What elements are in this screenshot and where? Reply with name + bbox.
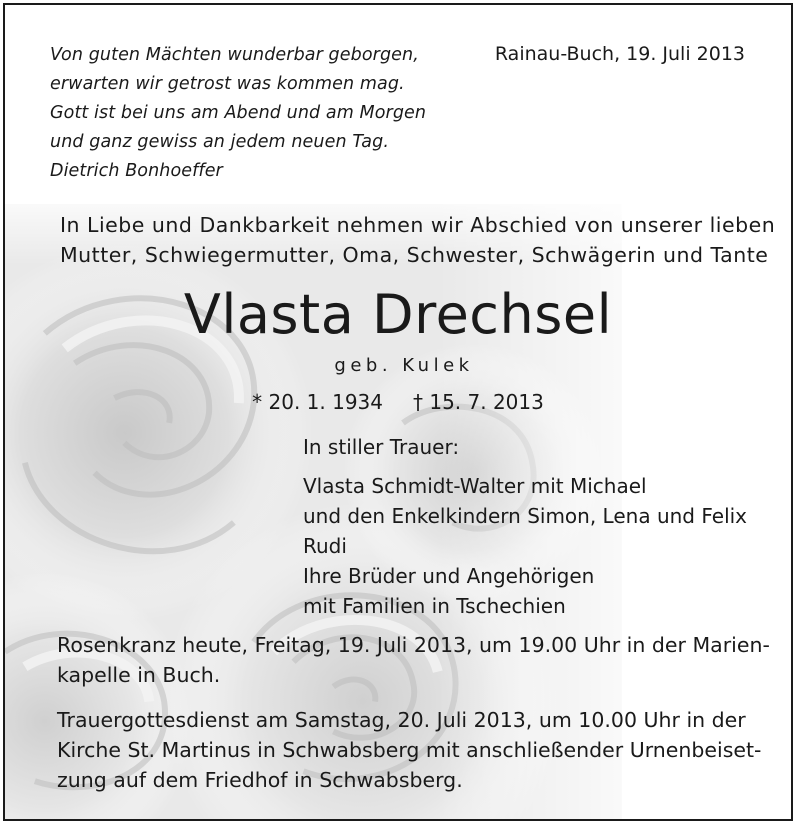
intro-line: Mutter, Schwiegermutter, Oma, Schwester, Schwägerin und Tante bbox=[60, 243, 769, 267]
quote-line: erwarten wir getrost was kommen mag. bbox=[50, 74, 405, 94]
mourner-entry: und den Enkelkindern Simon, Lena und Felix bbox=[303, 504, 748, 528]
mourner-entry: mit Familien in Tschechien bbox=[303, 594, 566, 618]
mourners-heading: In stiller Trauer: bbox=[303, 435, 460, 459]
bonhoeffer-quote bbox=[50, 41, 426, 186]
mourners-list bbox=[303, 432, 747, 621]
death-date: † 15. 7. 2013 bbox=[413, 390, 544, 414]
service-line: Trauergottesdienst am Samstag, 20. Juli 2013, um 10.00 Uhr in der bbox=[57, 708, 746, 732]
birth-date: * 20. 1. 1934 bbox=[252, 390, 383, 414]
service-line: Kirche St. Martinus in Schwabsberg mit anschließender Urnenbeiset- bbox=[57, 738, 762, 762]
quote-line: Von guten Mächten wunderbar geborgen, bbox=[50, 45, 419, 65]
intro-line: In Liebe und Dankbarkeit nehmen wir Abschied von unserer lieben bbox=[60, 213, 776, 237]
deceased-name: Vlasta Drechsel bbox=[183, 283, 613, 346]
mourner-entry: Vlasta Schmidt-Walter mit Michael bbox=[303, 474, 647, 498]
notice-content bbox=[5, 5, 791, 819]
intro-text bbox=[60, 210, 775, 270]
quote-author: Dietrich Bonhoeffer bbox=[50, 161, 223, 181]
rosary-line: Rosenkranz heute, Freitag, 19. Juli 2013, um 19.00 Uhr in der Marien- bbox=[57, 633, 770, 657]
mourner-entry: Ihre Brüder und Angehörigen bbox=[303, 564, 595, 588]
quote-line: Gott ist bei uns am Abend und am Morgen bbox=[50, 103, 427, 123]
rosary-line: kapelle in Buch. bbox=[57, 663, 221, 687]
quote-line: und ganz gewiss an jedem neuen Tag. bbox=[50, 132, 389, 152]
mourner-entry: Rudi bbox=[303, 534, 347, 558]
service-line: zung auf dem Friedhof in Schwabsberg. bbox=[57, 768, 463, 792]
obituary-notice bbox=[3, 3, 793, 821]
maiden-name: geb. Kulek bbox=[334, 355, 474, 376]
place-and-date: Rainau-Buch, 19. Juli 2013 bbox=[494, 43, 745, 65]
rosary-info bbox=[57, 630, 770, 690]
funeral-service-info bbox=[57, 705, 761, 795]
life-dates bbox=[5, 390, 791, 414]
